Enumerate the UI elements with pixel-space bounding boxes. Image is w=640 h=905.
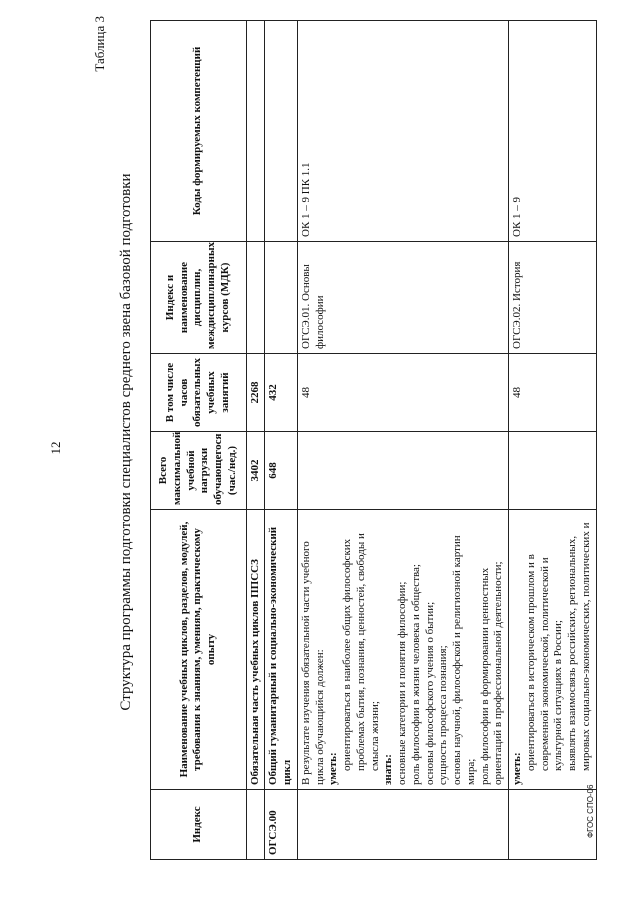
mandatory-name: Обязательная часть учебных циклов ППССЗ [246, 510, 265, 790]
row-cycle [265, 21, 298, 860]
cell-empty [265, 242, 298, 354]
mandatory-required-hours: 2268 [246, 354, 265, 432]
skill-item: выявлять взаимосвязь российских, региональных, мировых социально-экономических, политических и [566, 522, 592, 771]
structure-table [150, 20, 597, 860]
skill-item: ориентироваться в наиболее общих философских проблемах бытия, познания, ценностей, свободы и смысла жизни; [341, 533, 381, 771]
cycle-max-load: 648 [265, 432, 298, 510]
mandatory-max-load: 3402 [246, 432, 265, 510]
history-codes: ОК 1 – 9 [509, 21, 597, 242]
skills-label: уметь: [511, 752, 523, 785]
knowledge-item: основные категории и понятия философии; [396, 581, 408, 785]
header-codes: Коды формируемых компетенций [151, 21, 247, 242]
header-name: Наименование учебных циклов, разделов, модулей, требования к знаниям, умениям, практическому опыту [151, 510, 247, 790]
history-required-hours: 48 [509, 354, 597, 432]
rotated-page-content [86, 12, 606, 872]
cycle-name: Общий гуманитарный и социально-экономический цикл [265, 510, 298, 790]
header-required-hours: В том числе часов обязательных учебных занятий [151, 354, 247, 432]
history-discipline: ОГСЭ.02. История [509, 242, 597, 354]
cell-empty [509, 432, 597, 510]
row-philosophy [297, 21, 508, 860]
cell-empty [246, 790, 265, 860]
table-label: Таблица 3 [92, 16, 107, 72]
cycle-index: ОГСЭ.00 [265, 790, 298, 860]
knowledge-label: знать: [382, 754, 395, 785]
cell-empty [297, 790, 508, 860]
skill-item: ориентироваться в историческом прошлом и в современной экономической, политической и культурной ситуациях в России; [524, 554, 565, 771]
header-max-load: Всего максимальной учебной нагрузки обучающегося (час./нед.) [151, 432, 247, 510]
row-mandatory [246, 21, 265, 860]
requirements-intro: В результате изучения обязательной части учебного цикла обучающийся должен: [299, 541, 326, 785]
footer-code: ФГОС СПО-06 [586, 784, 595, 838]
knowledge-item: роль философии в формировании ценностных ориентаций в профессиональной деятельности; [478, 561, 505, 785]
cell-empty [265, 21, 298, 242]
philosophy-codes: ОК 1 – 9 ПК 1.1 [297, 21, 508, 242]
knowledge-item: сущность процесса познания; [437, 645, 450, 785]
skills-label: уметь: [327, 752, 340, 785]
philosophy-discipline: ОГСЭ.01. Основы философии [297, 242, 508, 354]
knowledge-item: основы научной, философской и религиозной картин мира; [451, 535, 477, 785]
header-row [151, 21, 247, 860]
cell-empty [297, 432, 508, 510]
header-discipline: Индекс и наименование дисциплин, междисциплинарных курсов (МДК) [151, 242, 247, 354]
page-title: Структура программы подготовки специалистов среднего звена базовой подготовки [118, 173, 134, 711]
header-index: Индекс [151, 790, 247, 860]
row-history [509, 21, 597, 860]
cycle-required-hours: 432 [265, 354, 298, 432]
knowledge-item: основы философского учения о бытии; [423, 601, 436, 785]
knowledge-item: роль философии в жизни человека и общества; [409, 564, 422, 785]
philosophy-requirements [297, 510, 508, 790]
page-number: 12 [48, 441, 63, 455]
philosophy-required-hours: 48 [297, 354, 508, 432]
cell-empty [246, 21, 265, 242]
cell-empty [509, 790, 597, 860]
cell-empty [246, 242, 265, 354]
history-requirements [509, 510, 597, 790]
